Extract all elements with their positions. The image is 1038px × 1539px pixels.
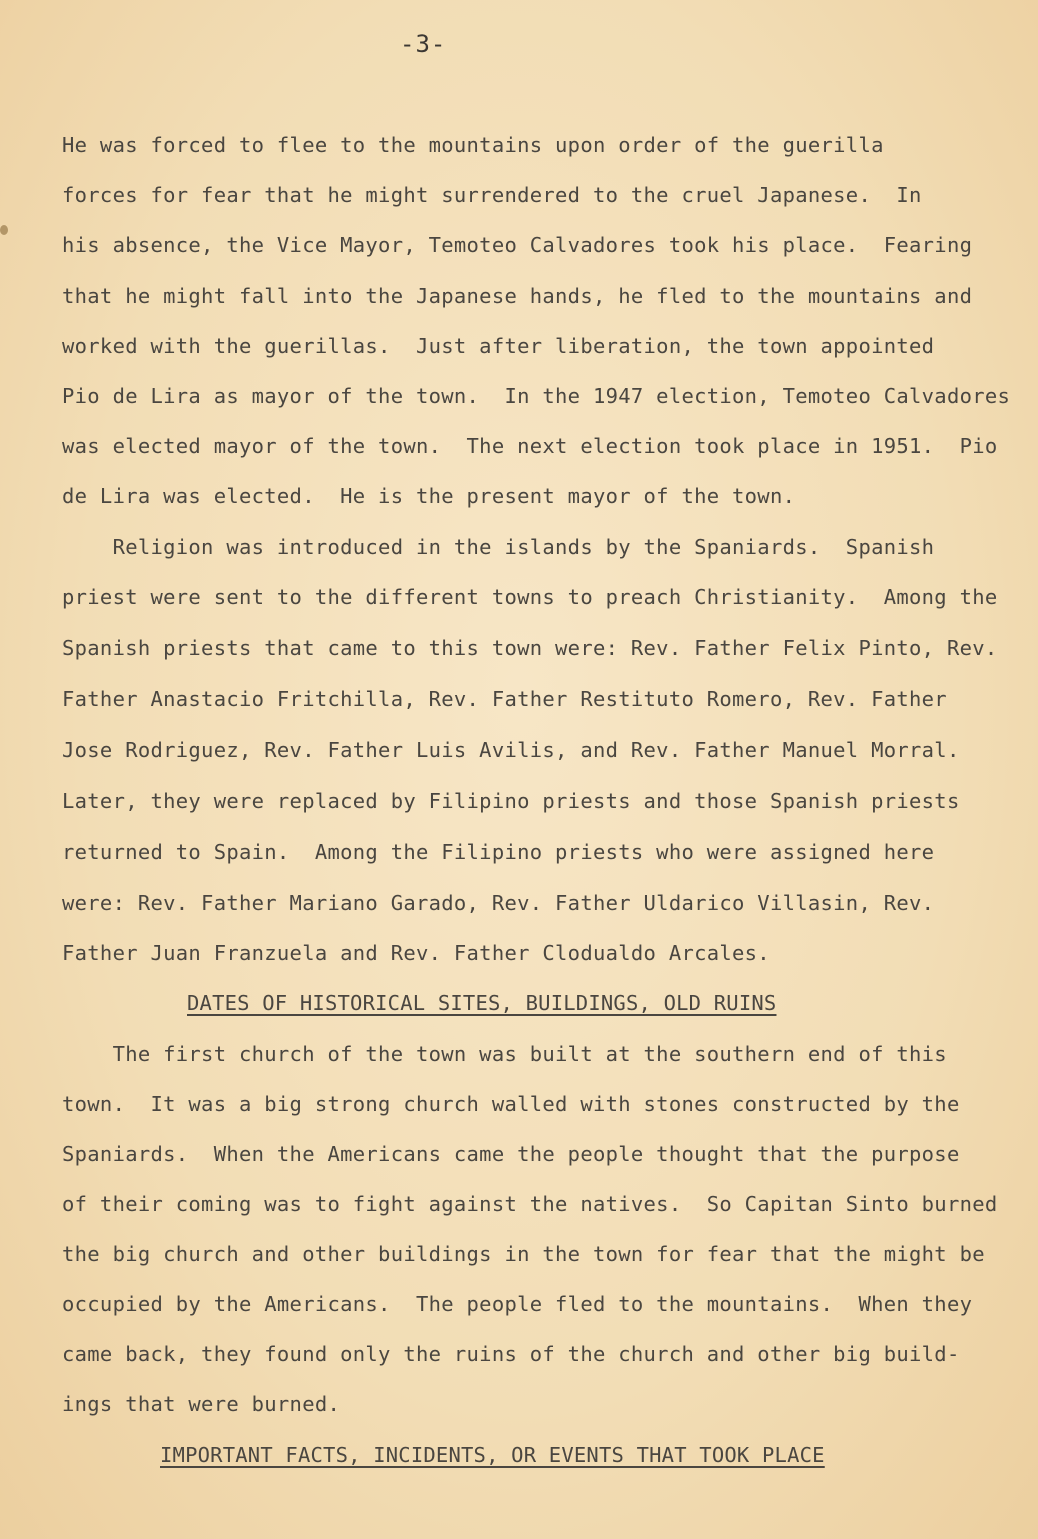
text-line: town. It was a big strong church walled with stones constructed by the — [62, 1092, 960, 1116]
text-line: his absence, the Vice Mayor, Temoteo Calvadores took his place. Fearing — [62, 233, 973, 257]
text-line: that he might fall into the Japanese hands, he fled to the mountains and — [62, 284, 973, 308]
text-line: Father Anastacio Fritchilla, Rev. Father Restituto Romero, Rev. Father — [62, 687, 947, 711]
text-line: of their coming was to fight against the natives. So Capitan Sinto burned — [62, 1192, 998, 1216]
text-line: Spanish priests that came to this town were: Rev. Father Felix Pinto, Rev. — [62, 636, 998, 660]
section-heading-historical-sites: DATES OF HISTORICAL SITES, BUILDINGS, OLD RUINS — [187, 991, 777, 1015]
text-line: worked with the guerillas. Just after liberation, the town appointed — [62, 334, 935, 358]
text-line: were: Rev. Father Mariano Garado, Rev. Father Uldarico Villasin, Rev. — [62, 891, 935, 915]
text-line: Religion was introduced in the islands by the Spaniards. Spanish — [62, 535, 935, 559]
text-line: occupied by the Americans. The people fled to the mountains. When they — [62, 1292, 973, 1316]
section-heading-important-facts: IMPORTANT FACTS, INCIDENTS, OR EVENTS THAT TOOK PLACE — [160, 1443, 825, 1467]
text-line: Jose Rodriguez, Rev. Father Luis Avilis, and Rev. Father Manuel Morral. — [62, 738, 960, 762]
text-line: forces for fear that he might surrendered to the cruel Japanese. In — [62, 183, 922, 207]
text-line: The first church of the town was built at the southern end of this — [62, 1042, 947, 1066]
page-number: -3- — [400, 30, 447, 58]
text-line: the big church and other buildings in the town for fear that the might be — [62, 1242, 985, 1266]
text-line: Later, they were replaced by Filipino priests and those Spanish priests — [62, 789, 960, 813]
text-line: ings that were burned. — [62, 1392, 341, 1416]
text-line: He was forced to flee to the mountains upon order of the guerilla — [62, 133, 884, 157]
text-line: Spaniards. When the Americans came the people thought that the purpose — [62, 1142, 960, 1166]
text-line: was elected mayor of the town. The next election took place in 1951. Pio — [62, 434, 998, 458]
text-line: came back, they found only the ruins of the church and other big build- — [62, 1342, 960, 1366]
text-line: de Lira was elected. He is the present mayor of the town. — [62, 484, 796, 508]
paper-stain — [0, 225, 8, 235]
text-line: Father Juan Franzuela and Rev. Father Clodualdo Arcales. — [62, 941, 770, 965]
text-line: returned to Spain. Among the Filipino priests who were assigned here — [62, 840, 935, 864]
text-line: Pio de Lira as mayor of the town. In the 1947 election, Temoteo Calvadores — [62, 384, 1011, 408]
text-line: priest were sent to the different towns to preach Christianity. Among the — [62, 585, 998, 609]
